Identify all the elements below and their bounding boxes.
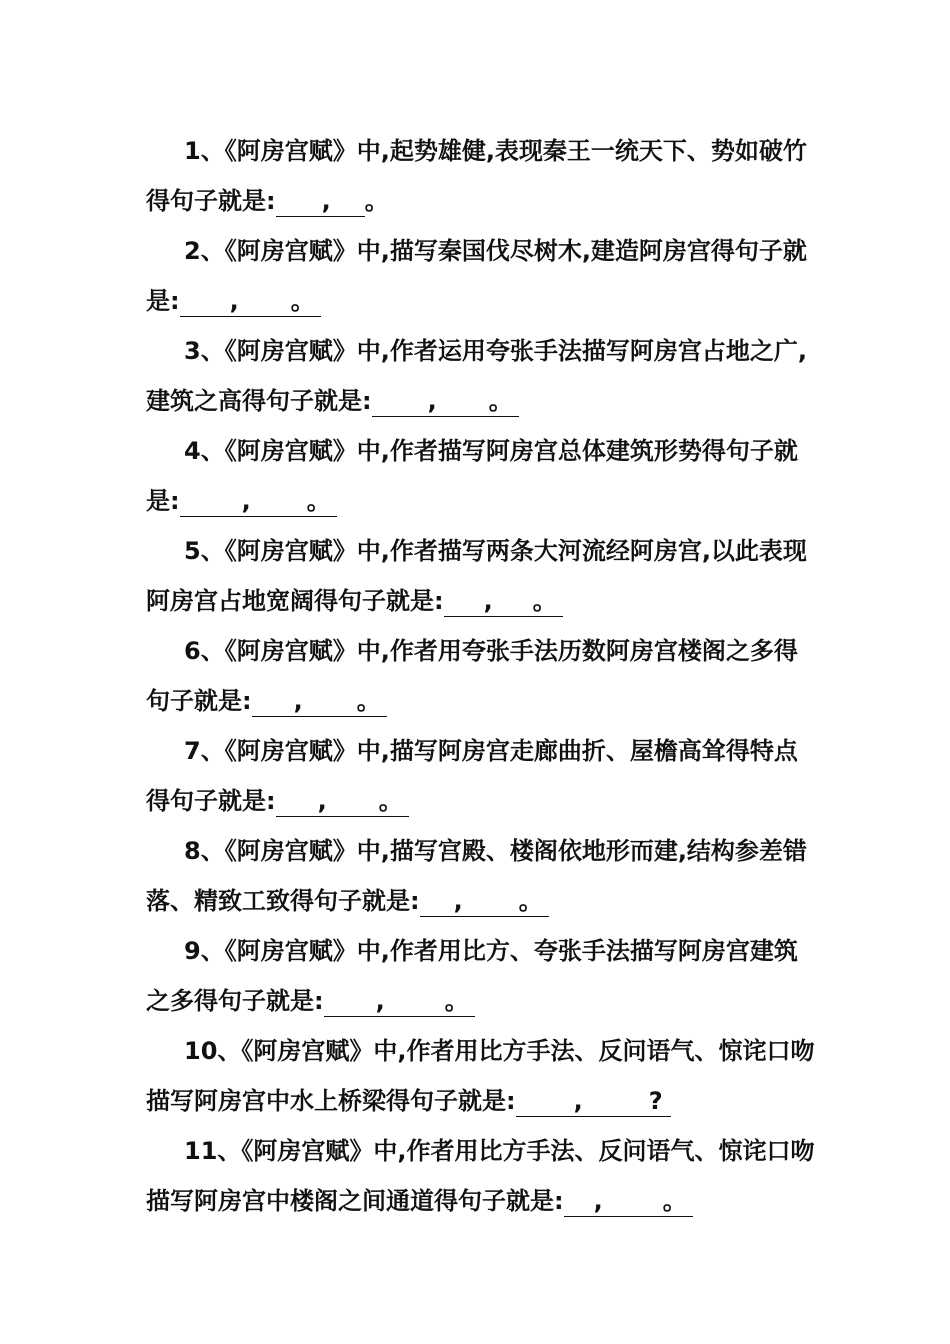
blank-end-mark: 。	[378, 787, 403, 815]
question-1	[146, 126, 816, 226]
question-number: 4、	[184, 437, 225, 465]
question-9	[146, 926, 816, 1026]
question-5	[146, 526, 816, 626]
blank-end-mark: 。	[444, 987, 469, 1015]
question-number: 6、	[184, 637, 225, 665]
answer-blank[interactable]	[180, 286, 321, 317]
question-text: 《阿房宫赋》中,作者描写两条大河流经阿房宫,以此表现阿房宫占地宽阔得句子就是:	[146, 537, 807, 615]
question-text: 《阿房宫赋》中,描写宫殿、楼阁依地形而建,结构参差错落、精致工致得句子就是:	[146, 837, 807, 915]
question-4	[146, 426, 816, 526]
answer-blank[interactable]	[276, 186, 365, 217]
question-text: 《阿房宫赋》中,作者用夸张手法历数阿房宫楼阁之多得句子就是:	[146, 637, 798, 715]
question-8	[146, 826, 816, 926]
blank-separator: ,	[321, 187, 331, 215]
blank-separator: ,	[483, 587, 493, 615]
question-3	[146, 326, 816, 426]
question-text: 《阿房宫赋》中,描写阿房宫走廊曲折、屋檐高耸得特点得句子就是:	[146, 737, 798, 815]
blank-separator: ,	[453, 887, 463, 915]
blank-end-mark: ?	[648, 1087, 663, 1115]
question-number: 3、	[184, 337, 225, 365]
question-2	[146, 226, 816, 326]
question-text: 《阿房宫赋》中,作者运用夸张手法描写阿房宫占地之广,建筑之高得句子就是:	[146, 337, 807, 415]
answer-blank[interactable]	[564, 1186, 693, 1217]
blank-separator: ,	[317, 787, 327, 815]
blank-end-mark: 。	[488, 387, 513, 415]
answer-blank[interactable]	[444, 586, 563, 617]
answer-blank[interactable]	[324, 986, 475, 1017]
blank-separator: ,	[375, 987, 385, 1015]
blank-separator: ,	[229, 287, 239, 315]
question-number: 1、	[184, 137, 225, 165]
question-text: 《阿房宫赋》中,作者用比方手法、反问语气、惊诧口吻描写阿房宫中楼阁之间通道得句子就是:	[146, 1137, 815, 1215]
blank-separator: ,	[593, 1187, 603, 1215]
blank-end-mark: 。	[662, 1187, 687, 1215]
blank-end-mark: 。	[356, 687, 381, 715]
question-number: 2、	[184, 237, 225, 265]
answer-blank[interactable]	[372, 386, 519, 417]
question-11	[146, 1126, 816, 1226]
answer-blank[interactable]	[516, 1086, 671, 1117]
question-10	[146, 1026, 816, 1126]
question-text: 《阿房宫赋》中,作者用比方手法、反问语气、惊诧口吻描写阿房宫中水上桥梁得句子就是:	[146, 1037, 815, 1115]
blank-separator: ,	[427, 387, 437, 415]
answer-blank[interactable]	[180, 486, 337, 517]
question-6	[146, 626, 816, 726]
blank-end-mark: 。	[306, 487, 331, 515]
answer-blank[interactable]	[276, 786, 409, 817]
question-number: 5、	[184, 537, 225, 565]
question-number: 11、	[184, 1137, 242, 1165]
question-text: 《阿房宫赋》中,描写秦国伐尽树木,建造阿房宫得句子就是:	[146, 237, 807, 315]
question-7	[146, 726, 816, 826]
blank-end-mark: 。	[532, 587, 557, 615]
blank-separator: ,	[293, 687, 303, 715]
question-number: 9、	[184, 937, 225, 965]
question-text: 《阿房宫赋》中,起势雄健,表现秦王一统天下、势如破竹得句子就是:	[146, 137, 807, 215]
question-number: 8、	[184, 837, 225, 865]
blank-separator: ,	[241, 487, 251, 515]
blank-separator: ,	[573, 1087, 583, 1115]
question-text: 《阿房宫赋》中,作者描写阿房宫总体建筑形势得句子就是:	[146, 437, 798, 515]
question-number: 7、	[184, 737, 225, 765]
answer-blank[interactable]	[420, 886, 549, 917]
blank-end-mark: 。	[290, 287, 315, 315]
question-number: 10、	[184, 1037, 242, 1065]
answer-blank[interactable]	[252, 686, 387, 717]
question-text: 《阿房宫赋》中,作者用比方、夸张手法描写阿房宫建筑之多得句子就是:	[146, 937, 798, 1015]
blank-end-mark: 。	[518, 887, 543, 915]
blank-end-mark: 。	[364, 187, 389, 215]
